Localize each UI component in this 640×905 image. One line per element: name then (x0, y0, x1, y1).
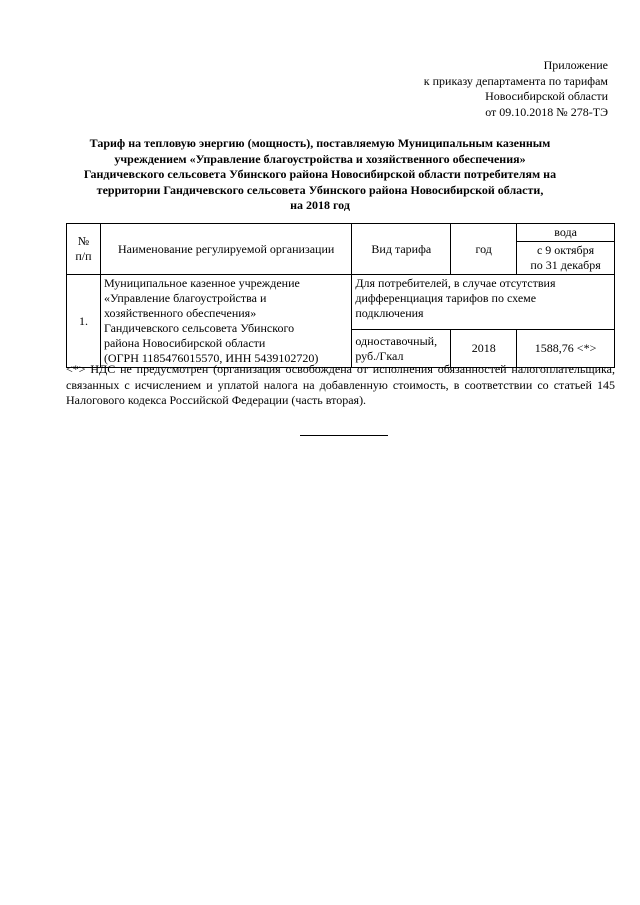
appendix-line-3: Новосибирской области (485, 89, 608, 103)
table-header-row (67, 224, 615, 242)
row-consumers-line-3: подключения (355, 306, 424, 320)
header-period-line-2: по 31 декабря (530, 258, 601, 272)
appendix-line-1: Приложение (543, 58, 608, 72)
appendix-block (424, 58, 608, 120)
title-line-4: территории Гандичевского сельсовета Убинского района Новосибирской области, (96, 182, 544, 197)
header-number (67, 224, 101, 275)
document-title (80, 136, 560, 214)
row-organization-line-5: района Новосибирской области (103, 336, 266, 350)
appendix-line-2: к приказу департамента по тарифам (423, 73, 608, 88)
title-line-2: учреждением «Управление благоустройства и хозяйственного обеспечения» (114, 151, 526, 166)
row-organization-line-2: «Управление благоустройства и (103, 291, 267, 305)
row-consumers-line-1: Для потребителей, в случае отсутствия (355, 276, 556, 290)
row-number: 1. (67, 275, 101, 368)
row-tariff-type-line-2: руб./Гкал (355, 348, 404, 363)
row-organization-line-4: Гандичевского сельсовета Убинского (103, 321, 295, 335)
row-organization-line-6: (ОГРН 1185476015570, ИНН 5439102720) (103, 351, 319, 365)
row-year: 2018 (451, 330, 517, 368)
row-organization-line-3: хозяйственного обеспечения» (103, 306, 257, 320)
row-consumers-line-2: дифференциация тарифов по схеме (355, 291, 537, 305)
row-organization-line-1: Муниципальное казенное учреждение (103, 276, 300, 290)
table-row (67, 275, 615, 330)
header-period-line-1: с 9 октября (536, 243, 595, 257)
footnote: <*> НДС не предусмотрен (организация освобождена от исполнения обязанностей налогоплательщика, связанных с исчислением и уплатой налога на добавленную стоимость, в соответствии со статьей 145 Налогового кодекса Российской Федерации (часть вторая). (66, 362, 615, 407)
header-water: вода (517, 224, 615, 242)
title-line-1: Тариф на тепловую энергию (мощность), поставляемую Муниципальным казенным (89, 136, 551, 150)
row-organization (100, 275, 351, 368)
appendix-line-4: от 09.10.2018 № 278-ТЭ (485, 104, 608, 119)
header-period (517, 242, 615, 275)
tariff-table (66, 223, 615, 368)
row-tariff-value: 1588,76 <*> (517, 330, 615, 368)
row-consumers (352, 275, 615, 330)
header-organization: Наименование регулируемой организации (100, 224, 351, 275)
header-number-line-2: п/п (75, 249, 92, 263)
title-line-3: Гандичевского сельсовета Убинского района Новосибирской области потребителям на (83, 167, 557, 181)
header-tariff-type: Вид тарифа (352, 224, 451, 275)
header-year: год (451, 224, 517, 275)
header-number-line-1: № (77, 234, 90, 248)
row-tariff-type-line-1: одноставочный, (355, 333, 438, 348)
title-line-5: на 2018 год (290, 198, 350, 212)
end-divider (300, 435, 388, 436)
